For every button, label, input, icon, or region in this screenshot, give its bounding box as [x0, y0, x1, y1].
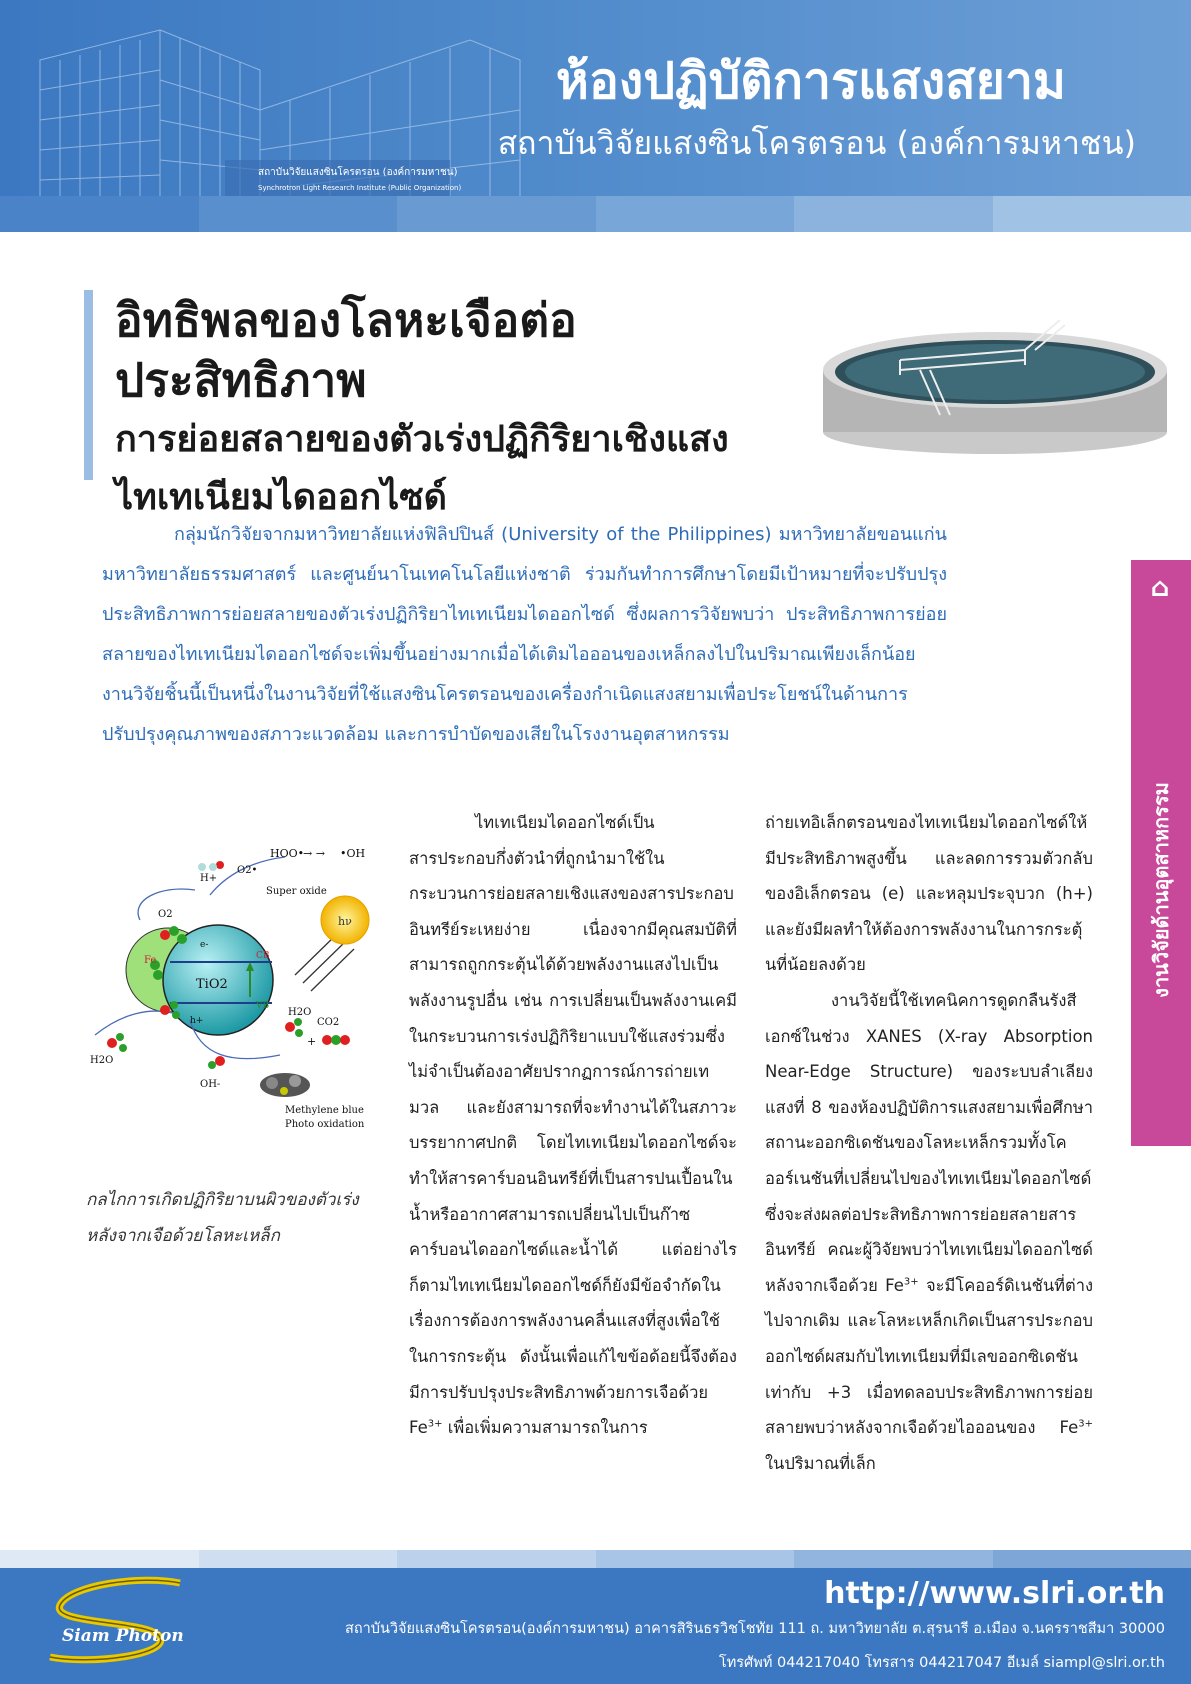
category-label: งานวิจัยด้านอุตสาหกรรม	[1149, 782, 1173, 998]
footer-strip	[0, 1550, 1191, 1568]
col2-fe-1-sup: 3+	[903, 1276, 919, 1288]
label-oh-minus: OH-	[200, 1079, 221, 1090]
photocatalysis-mechanism-diagram	[90, 845, 385, 1135]
title-line-2: การย่อยสลายของตัวเร่งปฏิกิริยาเชิงแสง	[115, 418, 729, 460]
footer-contact: โทรศัพท์ 044217040 โทรสาร 044217047 อีเมล์ siampl@slri.or.th	[718, 1655, 1165, 1671]
label-o2: O2	[158, 909, 173, 920]
body-column-2	[765, 805, 1093, 1481]
label-h-plus: H+	[200, 873, 218, 884]
col2-paragraph-1: ถ่ายเทอิเล็กตรอนของไทเทเนียมไดออกไซด์ให้มีประสิทธิภาพสูงขึ้น และลดการรวมตัวกลับของอิเล็กตรอน (e) และหลุมประจุบวก (h+) และยังมีผลทำให้ต้องการพลังงานในการกระตุ้นที่น้อยลงด้วย	[765, 813, 1093, 975]
diagram-caption: กลไกการเกิดปฏิกิริยาบนผิวของตัวเร่งหลังจากเจือด้วยโลหะเหล็ก	[86, 1190, 359, 1246]
label-super-oxide: Super oxide	[266, 886, 327, 897]
building-sign-en: Synchrotron Light Research Institute (Public Organization)	[258, 184, 462, 192]
label-cb: CB	[256, 951, 270, 961]
label-hole: h+	[190, 1016, 204, 1026]
col1-fe-sup: 3+	[427, 1418, 443, 1430]
col2-fe-2-sup: 3+	[1078, 1418, 1093, 1430]
page-header	[0, 0, 1191, 232]
label-photo-oxidation: Photo oxidation	[285, 1119, 365, 1130]
label-vb: VB	[256, 1001, 270, 1011]
label-o2-minus: O2•	[237, 865, 258, 876]
label-methylene-blue: Methylene blue	[285, 1105, 364, 1116]
category-sidebar-tab	[1131, 560, 1191, 1146]
label-oh-radical: •OH	[340, 847, 366, 860]
label-h2o-left: H2O	[90, 1055, 114, 1066]
col1-paragraph: ไทเทเนียมไดออกไซด์เป็นสารประกอบกึ่งตัวนำที่ถูกนำมาใช้ในกระบวนการย่อยสลายเชิงแสงของสารประกอบอินทรีย์ระเหยง่าย เนื่องจากมีคุณสมบัติที่สามารถถูกกระตุ้นได้ด้วยพลังงานแสงไปเป็นพลังงานรูปอื่น เช่น การเปลี่ยนเป็นพลังงานเคมีในกระบวนการเร่งปฏิกิริยาแบบใช้แสงร่วมซึ่งไม่จำเป็นต้องอาศัยปรากฏการณ์การถ่ายเทมวล และยังสามารถที่จะทำงานได้ในสภาวะบรรยากาศปกติ โดยไทเทเนียมไดออกไซด์จะทำให้สารคาร์บอนอินทรีย์ที่เป็นสารปนเปื้อนในน้ำหรืออากาศสามารถเปลี่ยนไปเป็นก๊าซคาร์บอนไดออกไซด์และน้ำได้ แต่อย่างไรก็ตามไทเทเนียมไดออกไซด์ก็ยังมีข้อจำกัดในเรื่องการต้องการพลังงานคลื่นแสงที่สูงเพื่อใช้ในการกระตุ้น ดังนั้นเพื่อแก้ไขข้อด้อยนี้จึงต้องมีการปรับปรุงประสิทธิภาพด้วยการเจือด้วย	[409, 813, 737, 1402]
col2-fe-1: Fe	[885, 1275, 904, 1295]
header-subtitle: สถาบันวิจัยแสงซินโครตรอน (องค์การมหาชน)	[497, 124, 1136, 162]
col2-paragraph-2c: ในปริมาณที่เล็ก	[765, 1453, 876, 1473]
article-title	[84, 290, 804, 518]
siam-photon-logo	[30, 1575, 200, 1670]
col1-tail: เพื่อเพิ่มความสามารถในการ	[447, 1418, 648, 1438]
body-column-1	[409, 805, 737, 1446]
header-title: ห้องปฏิบัติการแสงสยาม	[555, 52, 1066, 110]
title-line-3: ไทเทเนียมไดออกไซด์	[115, 476, 448, 518]
header-strip	[0, 196, 1191, 232]
label-electron: e-	[200, 940, 209, 950]
label-tio2: TiO2	[196, 977, 228, 992]
label-plus: +	[307, 1035, 317, 1048]
logo-text: Siam Photon	[62, 1626, 184, 1646]
factory-icon: ⌂	[1150, 573, 1170, 603]
title-line-1: อิทธิพลของโลหะเจือต่อประสิทธิภาพ	[115, 293, 577, 407]
col2-paragraph-2b: จะมีโคออร์ดิเนชันที่ต่างไปจากเดิม และโลหะเหล็กเกิดเป็นสารประกอบออกไซด์ผสมกับไทเทเนียมที่มีเลขออกซิเดชันเท่ากับ +3 เมื่อทดลอบประสิทธิภาพการย่อยสลายพบว่าหลังจากเจือด้วยไอออนของ	[765, 1275, 1094, 1438]
col1-fe: Fe	[409, 1418, 428, 1438]
footer-url-link[interactable]: http://www.slri.or.th	[824, 1576, 1165, 1611]
intro-paragraph: กลุ่มนักวิจัยจากมหาวิทยาลัยแห่งฟิลิปปินส์ (University of the Philippines) มหาวิทยาลัยขอนแก่น มหาวิทยาลัยธรรมศาสตร์ และศูนย์นาโนเทคโนโลยีแห่งชาติ ร่วมกันทำการศึกษาโดยมีเป้าหมายที่จะปรับปรุงประสิทธิภาพการย่อยสลายของตัวเร่งปฏิกิริยาไทเทเนียมไดออกไซด์ ซึ่งผลการวิจัยพบว่า ประสิทธิภาพการย่อยสลายของไทเทเนียมไดออกไซด์จะเพิ่มขึ้นอย่างมากเมื่อได้เติมไอออนของเหล็กลงไปในปริมาณเพียงเล็กน้อย งานวิจัยชิ้นนี้เป็นหนึ่งในงานวิจัยที่ใช้แสงซินโครตรอนของเครื่องกำเนิดแสงสยามเพื่อประโยชน์ในด้านการปรับปรุงคุณภาพของสภาวะแวดล้อม และการบำบัดของเสียในโรงงานอุตสาหกรรม	[102, 524, 947, 745]
label-hv: hν	[338, 915, 352, 928]
label-fe: Fe	[144, 955, 157, 966]
label-hoo: HOO•	[270, 847, 305, 860]
label-h2o-right: H2O	[288, 1007, 312, 1018]
col2-fe-2: Fe	[1059, 1418, 1079, 1438]
water-treatment-tank-image	[820, 320, 1170, 460]
building-sign-th: สถาบันวิจัยแสงซินโครตรอน (องค์การมหาชน)	[258, 167, 458, 178]
footer-address: สถาบันวิจัยแสงซินโครตรอน(องค์การมหาชน) อาคารสิรินธรวิชโชทัย 111 ถ. มหาวิทยาลัย ต.สุรนารี อ.เมือง จ.นครราชสีมา 30000	[344, 1621, 1165, 1637]
col2-paragraph-2a: งานวิจัยนี้ใช้เทคนิคการดูดกลืนรังสีเอกซ์ในช่วง XANES (X-ray Absorption Near-Edge Structure) ของระบบลำเลียงแสงที่ 8 ของห้องปฏิบัติการแสงสยามเพื่อศึกษาสถานะออกซิเดชันของโลหะเหล็กรวมทั้งโคออร์เนชันที่เปลี่ยนไปของไทเทเนียมไดออกไซด์ ซึ่งจะส่งผลต่อประสิทธิภาพการย่อยสลายสารอินทรีย์ คณะผู้วิจัยพบว่าไทเทเนียมไดออกไซด์หลังจากเจือด้วย	[765, 990, 1093, 1295]
svg-text:→ →: → →	[303, 847, 325, 860]
label-co2: CO2	[317, 1017, 340, 1028]
